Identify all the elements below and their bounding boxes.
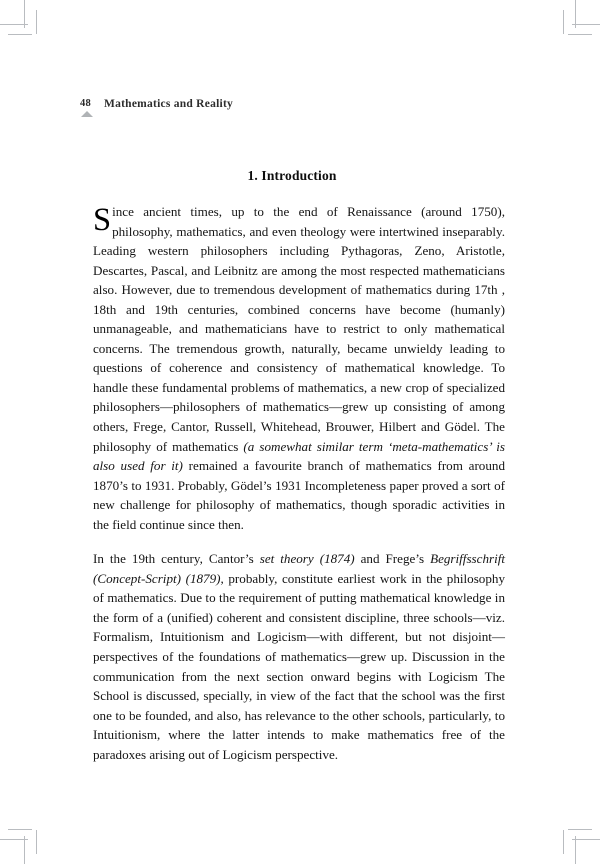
italic-run: Begriffsschrift (Concept-Script) (1879),	[93, 551, 506, 586]
running-head-title: Mathematics and Reality	[104, 98, 234, 110]
crop-mark-top-left-icon	[0, 0, 110, 110]
italic-run: set theory (1874)	[259, 551, 355, 567]
page-content	[80, 98, 504, 764]
paragraph-1: Since ancient times, up to the end of Renaissance (around 1750), philosophy, mathematics, and even theology were intertwined inseparably. Leading western philosophers including Pythagoras, Zeno, Aristotle, Descartes, Pascal, and Leibnitz are among the most respected mathematicians also. However, due to tremendous development of mathematics during 17th , 18th and 19th centuries, combined concerns have become (humanly) unmanageable, and mathematicians have to restrict to only mathematical concerns. The tremendous growth, naturally, became unwieldy leading to questions of coherence and consistency of mathematical knowledge. To handle these fundamental problems of mathematics, a new crop of specialized philosophers—philosophers of mathematics—grew up consisting of among others, Frege, Cantor, Russell, Whitehead, Brouwer, Hilbert and Gödel. The philosophy of mathematics (a somewhat similar term ‘meta-mathematics’ is also used for it) remained a favourite branch of mathematics from around 1870’s to 1931. Probably, Gödel’s 1931 Incompleteness paper proved a sort of new challenge for philosophy of mathematics, though sporadic activities in the field continue since then.	[93, 202, 505, 532]
section-heading: 1. Introduction	[247, 168, 337, 183]
crop-mark-top-right-icon	[490, 0, 600, 110]
crop-mark-bottom-right-icon	[490, 754, 600, 864]
crop-mark-bottom-left-icon	[0, 754, 110, 864]
triangle-ornament-icon	[81, 111, 93, 117]
page-number: 48	[80, 98, 91, 109]
italic-run: (a somewhat similar term ‘meta-mathematics’ is also used for it)	[93, 438, 505, 474]
paragraph-2: In the 19th century, Cantor’s set theory (1874) and Frege’s Begriffsschrift (Concept-Script) (1879), probably, constitute earliest work in the philosophy of mathematics. Due to the requirement of putting mathematical knowledge in the form of a (unified) coherent and consistent discipline, three schools—viz. Formalism, Intuitionism and Logicism—with different, but not disjoint—perspectives of the foundations of mathematics—grew up. Discussion in the communication from the next section onward begins with Logicism The School is discussed, specially, in view of the fact that the school was the first one to be founded, and also, has relevance to the other schools, particularly, to Intuitionism, where the latter intends to make mathematics free of the paradoxes arising out of Logicism perspective.	[93, 551, 506, 762]
body-text	[93, 202, 505, 764]
running-head	[80, 98, 504, 120]
